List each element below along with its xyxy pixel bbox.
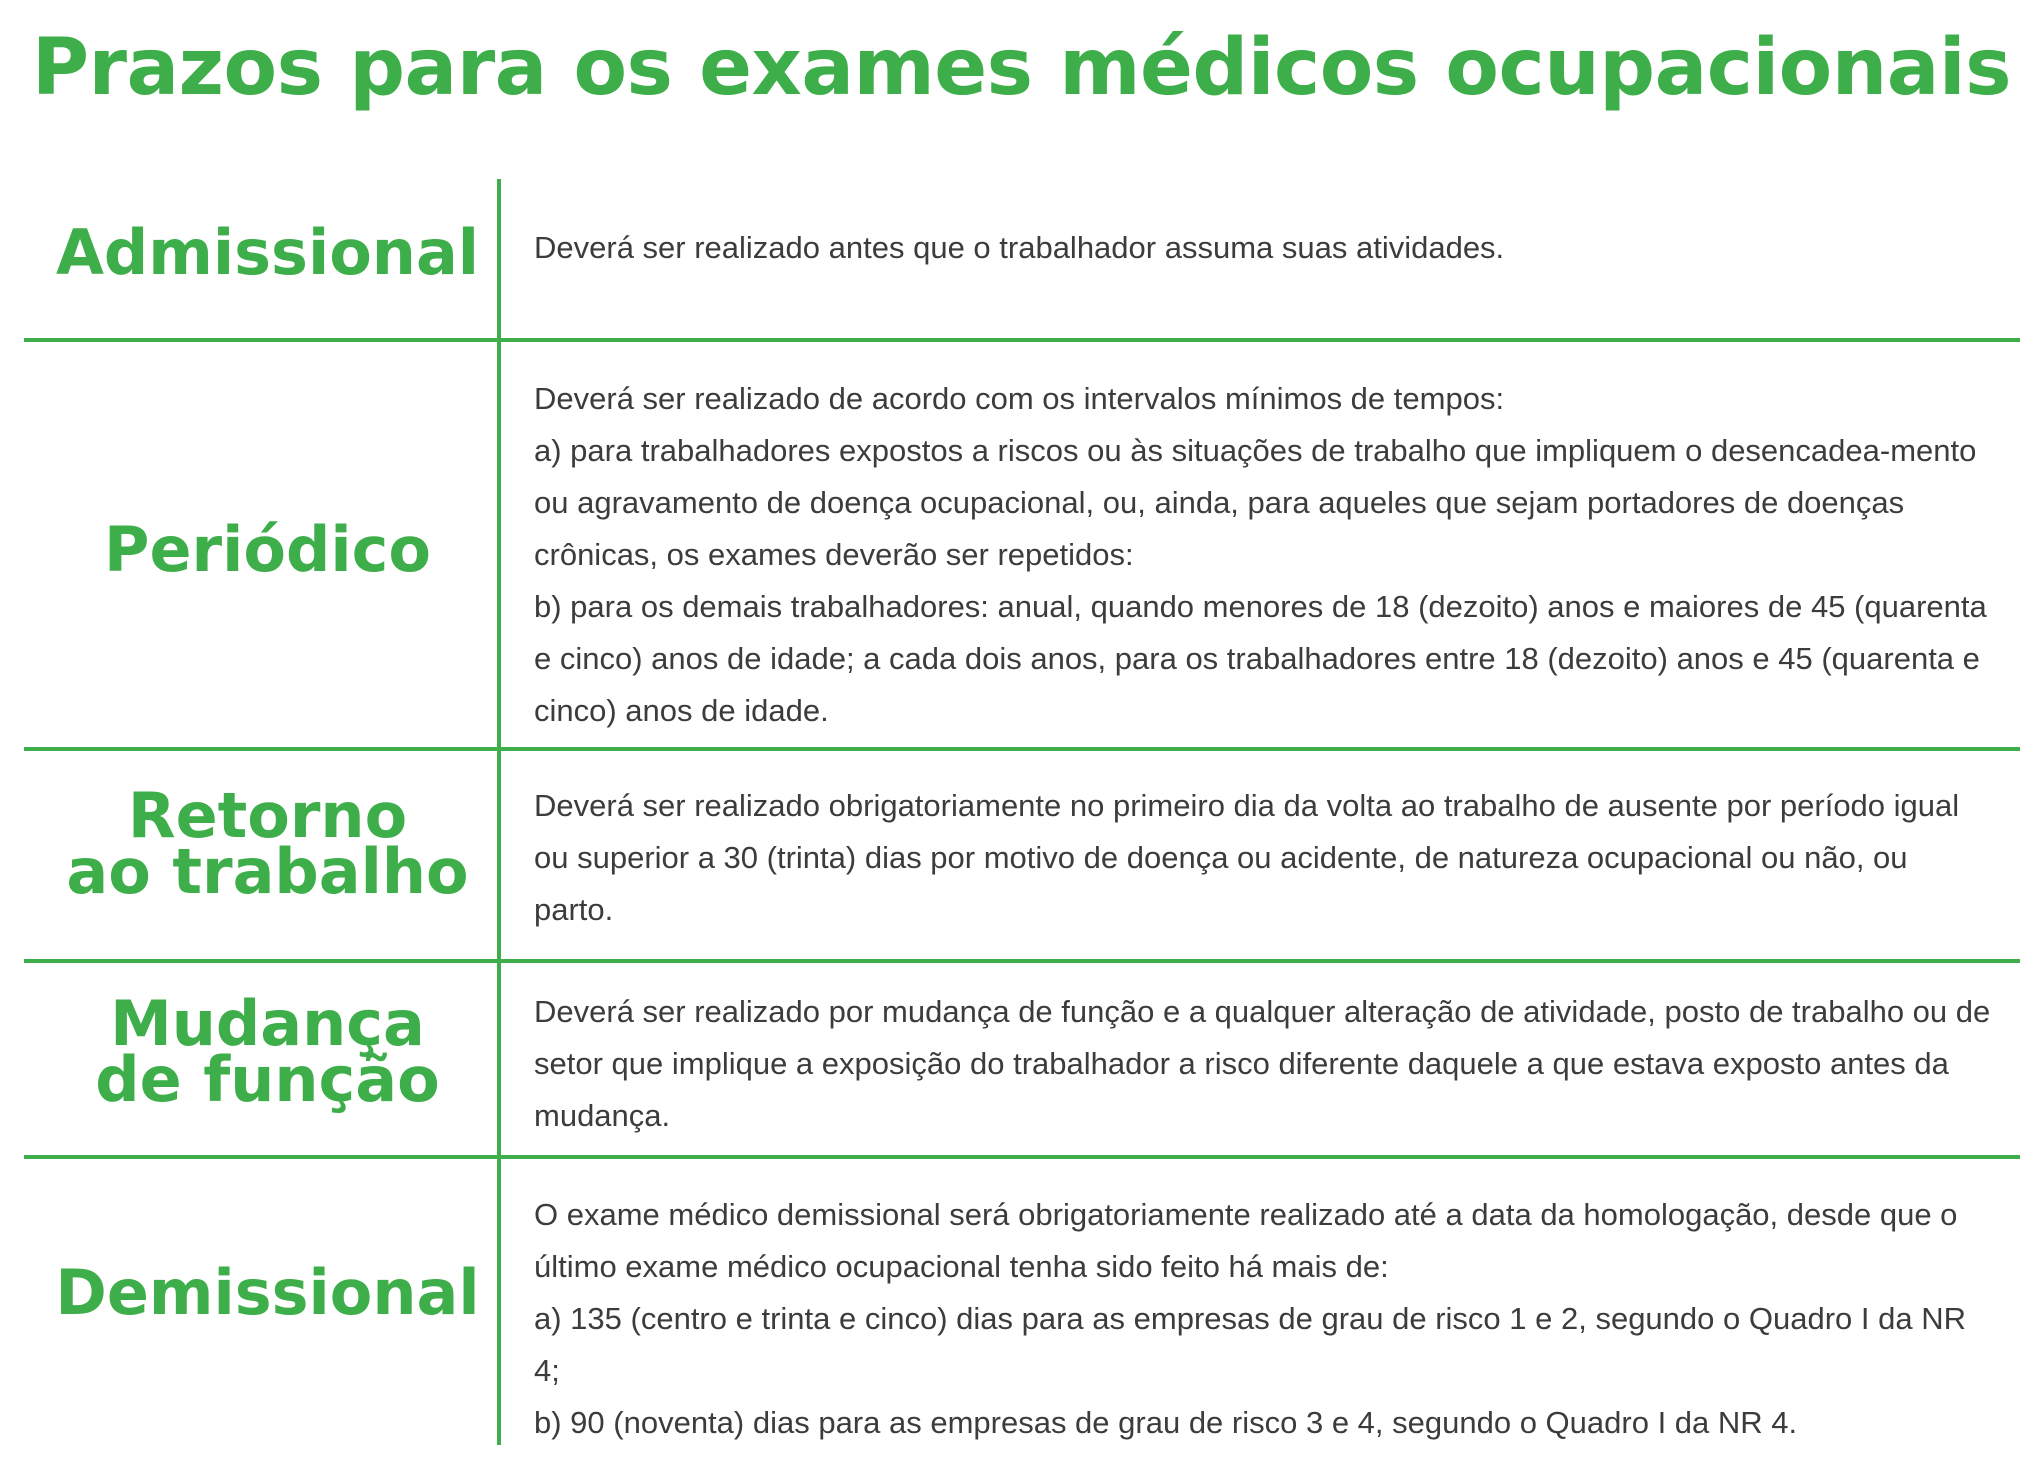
row-divider bbox=[24, 959, 2020, 963]
description-paragraph: O exame médico demissional será obrigatoriamente realizado até a data da homologação, desde que o último exame médico ocupacional tenha sido feito há mais de: bbox=[534, 1197, 1958, 1284]
description-paragraph: Deverá ser realizado de acordo com os intervalos mínimos de tempos: bbox=[534, 381, 1505, 416]
row-label-line: Retorno bbox=[127, 779, 408, 852]
description-paragraph: b) para os demais trabalhadores: anual, quando menores de 18 (dezoito) anos e maiores de 45 (quarenta e cinco) anos de idade; a cada dois anos, para os trabalhadores entre 18 (dezoito) anos e 45 (quarenta e cinco) anos de idade. bbox=[534, 589, 1987, 728]
row-label-retorno-ao-trabalho bbox=[40, 779, 495, 908]
row-label-mudanca-de-funcao bbox=[40, 987, 495, 1116]
description-paragraph: a) 135 (centro e trinta e cinco) dias para as empresas de grau de risco 1 e 2, segundo o Quadro I da NR 4; bbox=[534, 1301, 1966, 1388]
row-description-periodico bbox=[534, 373, 1994, 737]
description-paragraph: Deverá ser realizado obrigatoriamente no primeiro dia da volta ao trabalho de ausente por período igual ou superior a 30 (trinta) dias por motivo de doença ou acidente, de natureza ocupacional ou não, ou parto. bbox=[534, 788, 1960, 927]
description-paragraph: Deverá ser realizado antes que o trabalhador assuma suas atividades. bbox=[534, 230, 1505, 265]
row-divider bbox=[24, 1155, 2020, 1159]
row-label-demissional bbox=[40, 1256, 495, 1329]
row-description-admissional bbox=[534, 222, 1994, 274]
row-label-line: ao trabalho bbox=[66, 835, 469, 908]
row-label-line: Demissional bbox=[55, 1256, 480, 1329]
row-label-line: Mudança bbox=[110, 987, 425, 1060]
page-title: Prazos para os exames médicos ocupacionais bbox=[31, 23, 2012, 113]
row-label-admissional bbox=[40, 216, 495, 289]
row-label-periodico bbox=[40, 513, 495, 586]
description-paragraph: Deverá ser realizado por mudança de função e a qualquer alteração de atividade, posto de trabalho ou de setor que implique a exposição do trabalhador a risco diferente daquele a que estava exposto antes da mudança. bbox=[534, 994, 1991, 1133]
row-description-mudanca-de-funcao bbox=[534, 986, 1994, 1142]
row-divider bbox=[24, 338, 2020, 342]
description-paragraph: a) para trabalhadores expostos a riscos ou às situações de trabalho que impliquem o desencadea-mento ou agravamento de doença ocupacional, ou, ainda, para aqueles que sejam portadores de doenças crônicas, os exames deverão ser repetidos: bbox=[534, 433, 1977, 572]
row-label-line: Admissional bbox=[55, 216, 480, 289]
row-divider bbox=[24, 747, 2020, 751]
row-label-line: de função bbox=[95, 1043, 440, 1116]
description-paragraph: b) 90 (noventa) dias para as empresas de grau de risco 3 e 4, segundo o Quadro I da NR 4. bbox=[534, 1405, 1798, 1440]
column-divider bbox=[497, 179, 501, 1445]
row-description-demissional bbox=[534, 1189, 1994, 1449]
row-label-line: Periódico bbox=[104, 513, 431, 586]
row-description-retorno-ao-trabalho bbox=[534, 780, 1994, 936]
